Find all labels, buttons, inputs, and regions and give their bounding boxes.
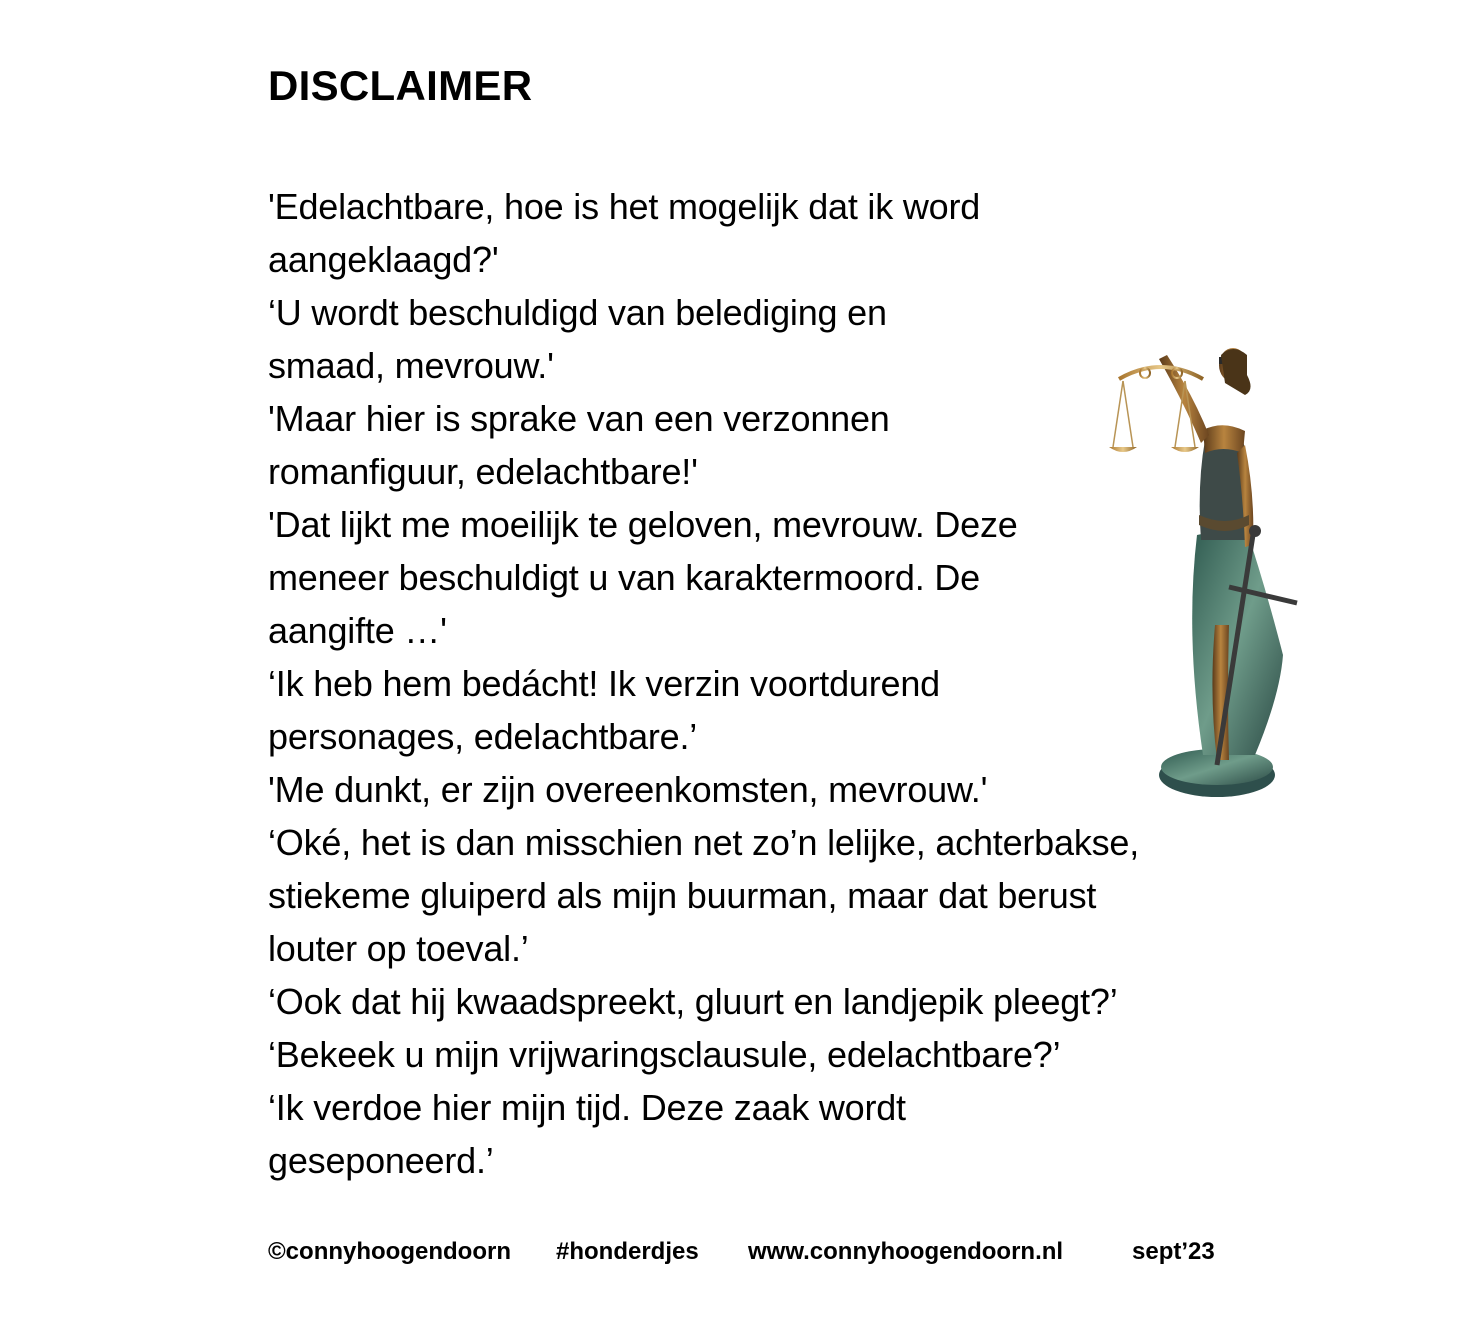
footer-website-link[interactable]: www.connyhoogendoorn.nl: [748, 1238, 1064, 1265]
poem-line: aangifte …': [268, 610, 447, 651]
footer-copyright: ©connyhoogendoorn: [268, 1238, 511, 1265]
poem-line: meneer beschuldigt u van karaktermoord. De: [268, 557, 980, 598]
poem-line: ‘Oké, het is dan misschien net zo’n lelijke, achterbakse,: [268, 822, 1140, 863]
poem-line: ‘U wordt beschuldigd van belediging en: [268, 292, 887, 333]
poem-line: ‘Bekeek u mijn vrijwaringsclausule, edelachtbare?’: [268, 1034, 1061, 1075]
poem-line: ‘Ook dat hij kwaadspreekt, gluurt en landjepik pleegt?’: [268, 981, 1118, 1022]
poem-line: ‘Ik heb hem bedácht! Ik verzin voortdurend: [268, 663, 940, 704]
poem-line: romanfiguur, edelachtbare!': [268, 451, 698, 492]
poem-line: smaad, mevrouw.': [268, 345, 554, 386]
poem-line: 'Edelachtbare, hoe is het mogelijk dat ik word: [268, 186, 981, 227]
poem-line: personages, edelachtbare.’: [268, 716, 698, 757]
footer-date: sept’23: [1132, 1238, 1215, 1265]
poem-line: ‘Ik verdoe hier mijn tijd. Deze zaak wordt: [268, 1087, 906, 1128]
poem-line: louter op toeval.’: [268, 928, 529, 969]
poem-line: 'Me dunkt, er zijn overeenkomsten, mevrouw.': [268, 769, 988, 810]
poem-line: stiekeme gluiperd als mijn buurman, maar dat berust: [268, 875, 1097, 916]
footer-hashtag: #honderdjes: [556, 1238, 699, 1265]
poem-line: aangeklaagd?': [268, 239, 499, 280]
lady-justice-statue-icon: [1105, 335, 1305, 805]
poem-line: 'Maar hier is sprake van een verzonnen: [268, 398, 890, 439]
page-title: DISCLAIMER: [268, 62, 533, 109]
poem-line: 'Dat lijkt me moeilijk te geloven, mevrouw. Deze: [268, 504, 1018, 545]
poem-line: geseponeerd.’: [268, 1140, 494, 1181]
